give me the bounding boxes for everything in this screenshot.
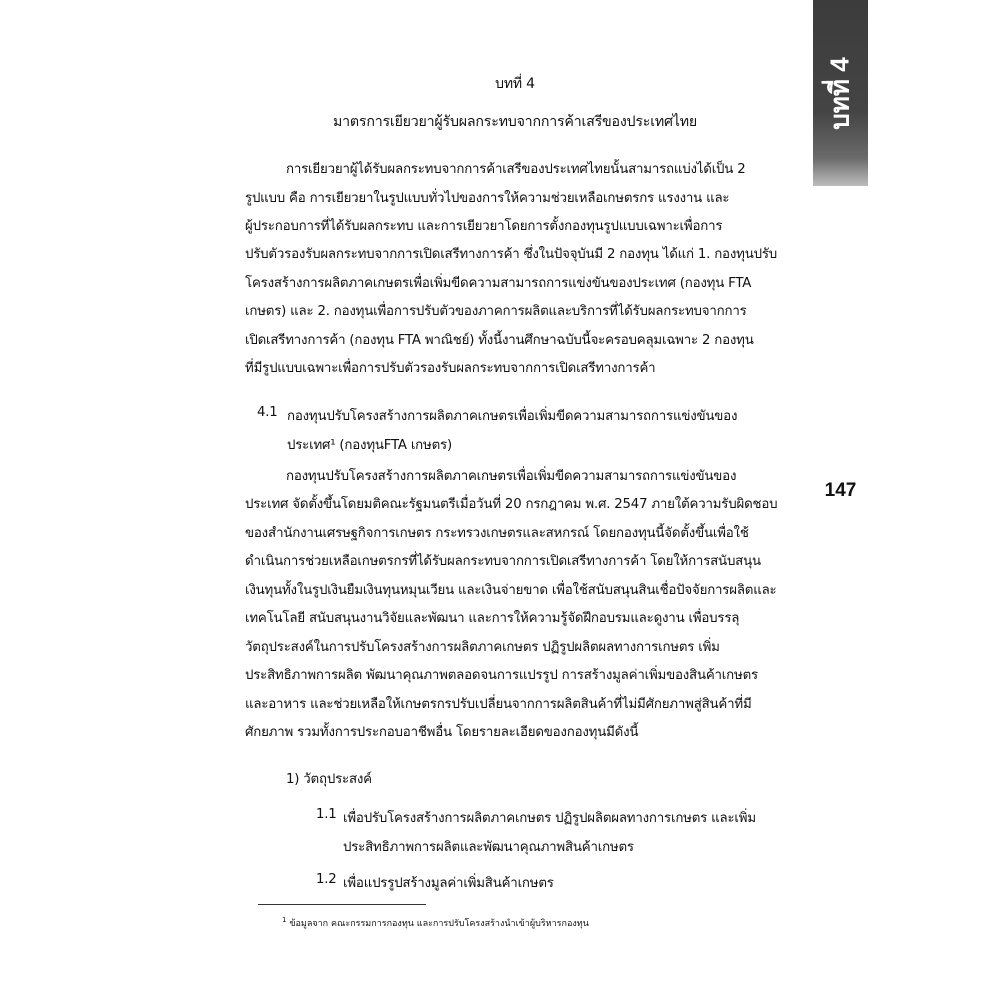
intro-line: เปิดเสรีทางการค้า (กองทุน FTA พาณิชย์) ทั้งนี้งานศึกษาฉบับนี้จะครอบคลุมเฉพาะ 2 กองทุน xyxy=(245,333,754,348)
intro-line: การเยียวยาผู้ได้รับผลกระทบจากการค้าเสรีของประเทศไทยนั้นสามารถแบ่งได้เป็น 2 xyxy=(286,162,746,177)
body-line: และอาหาร และช่วยเหลือให้เกษตรกรปรับเปลี่ยนจากการผลิตสินค้าที่ไม่มีศักยภาพสู่สินค้าที่มี xyxy=(245,697,752,712)
section-heading: ประเทศ¹ (กองทุนFTA เกษตร) xyxy=(287,438,452,453)
chapter-tab-label: บทที่ 4 xyxy=(825,56,855,130)
intro-line: ปรับตัวรองรับผลกระทบจากการเปิดเสรีทางการค้า ซึ่งในปัจจุบันมี 2 กองทุน ได้แก่ 1. กองทุนปรับ xyxy=(245,247,778,262)
intro-line: เกษตร) และ 2. กองทุนเพื่อการปรับตัวของภาคการผลิตและบริการที่ได้รับผลกระทบจากการ xyxy=(245,304,747,319)
body-line: เทคโนโลยี สนับสนุนงานวิจัยและพัฒนา และการให้ความรู้จัดฝึกอบรมและดูงาน เพื่อบรรลุ xyxy=(245,611,740,626)
footnote xyxy=(282,916,589,930)
objective-number: 1.2 xyxy=(316,872,337,887)
body-line: ประสิทธิภาพการผลิต พัฒนาคุณภาพตลอดจนการแปรรูป การสร้างมูลค่าเพิ่มของสินค้าเกษตร xyxy=(245,668,758,683)
body-line: ของสำนักงานเศรษฐกิจการเกษตร กระทรวงเกษตรและสหกรณ์ โดยกองทุนนี้จัดตั้งขึ้นเพื่อใช้ xyxy=(245,526,749,541)
intro-line: ที่มีรูปแบบเฉพาะเพื่อการปรับตัวรองรับผลกระทบจากการเปิดเสรีทางการค้า xyxy=(245,361,656,376)
objective-line: เพื่อแปรรูปสร้างมูลค่าเพิ่มสินค้าเกษตร xyxy=(343,876,554,891)
objective-line: เพื่อปรับโครงสร้างการผลิตภาคเกษตร ปฏิรูปผลิตผลทางการเกษตร และเพิ่ม xyxy=(343,811,756,826)
body-line: ประเทศ จัดตั้งขึ้นโดยมติคณะรัฐมนตรีเมื่อวันที่ 20 กรกฎาคม พ.ศ. 2547 ภายใต้ความรับผิดชอบ xyxy=(245,497,778,512)
chapter-label: บทที่ 4 xyxy=(495,76,535,92)
body-line: กองทุนปรับโครงสร้างการผลิตภาคเกษตรเพื่อเพิ่มขีดความสามารถการแข่งขันของ xyxy=(286,469,737,484)
objective-line: ประสิทธิภาพการผลิตและพัฒนาคุณภาพสินค้าเกษตร xyxy=(343,840,634,855)
footnote-divider xyxy=(258,904,426,905)
page-number: 147 xyxy=(824,480,857,501)
section-number: 4.1 xyxy=(257,405,278,420)
footnote-text: ข้อมูลจาก คณะกรรมการกองทุน และการปรับโครงสร้างนำเข้าผู้บริหารกองทุน xyxy=(289,919,589,929)
intro-line: ผู้ประกอบการที่ได้รับผลกระทบ และการเยียวยาโดยการตั้งกองทุนรูปแบบเฉพาะเพื่อการ xyxy=(245,219,723,234)
body-line: เงินทุนทั้งในรูปเงินยืมเงินทุนหมุนเวียน และเงินจ่ายขาด เพื่อใช้สนับสนุนสินเชื่อปัจจัยการผลิตและ xyxy=(245,583,777,598)
body-line: ดำเนินการช่วยเหลือเกษตรกรที่ได้รับผลกระทบจากการเปิดเสรีทางการค้า โดยให้การสนับสนุน xyxy=(245,554,761,569)
chapter-title: มาตรการเยียวยาผู้รับผลกระทบจากการค้าเสรีของประเทศไทย xyxy=(332,114,698,130)
objectives-heading: 1) วัตถุประสงค์ xyxy=(286,772,372,787)
section-heading: กองทุนปรับโครงสร้างการผลิตภาคเกษตรเพื่อเพิ่มขีดความสามารถการแข่งขันของ xyxy=(287,409,738,424)
body-line: วัตถุประสงค์ในการปรับโครงสร้างการผลิตภาคเกษตร ปฏิรูปผลิตผลทางการเกษตร เพิ่ม xyxy=(245,640,720,655)
chapter-tab-label-wrap xyxy=(813,0,868,186)
intro-line: โครงสร้างการผลิตภาคเกษตรเพื่อเพิ่มขีดความสามารถการแข่งขันของประเทศ (กองทุน FTA xyxy=(245,276,752,291)
chapter-side-tab xyxy=(813,0,868,186)
objective-number: 1.1 xyxy=(316,807,337,822)
intro-line: รูปแบบ คือ การเยียวยาในรูปแบบทั่วไปของการให้ความช่วยเหลือเกษตรกร แรงงาน และ xyxy=(245,191,730,206)
body-line: ศักยภาพ รวมทั้งการประกอบอาชีพอื่น โดยรายละเอียดของกองทุนมีดังนี้ xyxy=(245,725,639,740)
footnote-marker: 1 xyxy=(282,916,287,924)
